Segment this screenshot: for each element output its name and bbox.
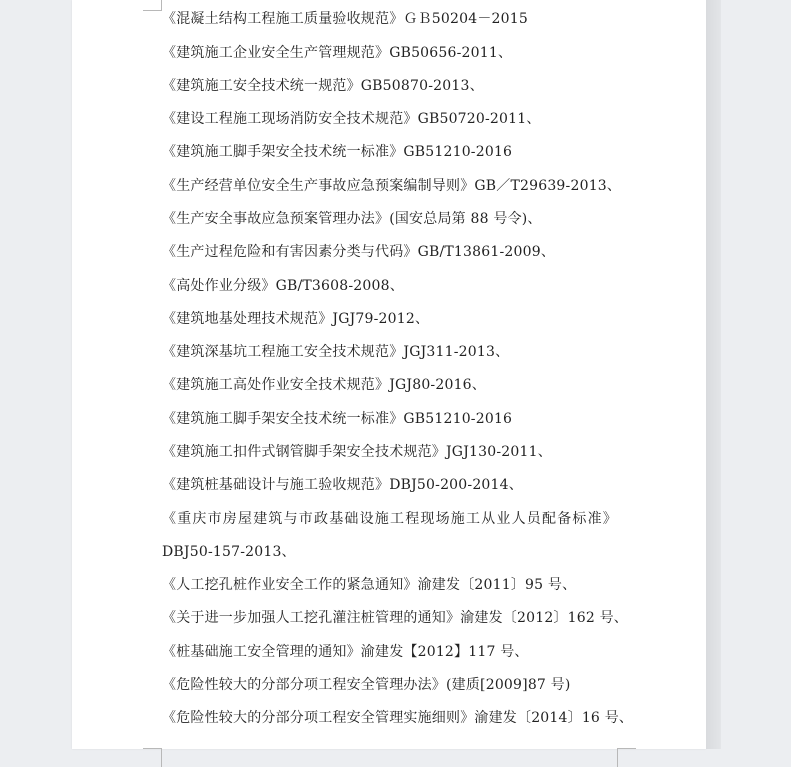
document-line: 《建筑施工安全技术统一规范》GB50870-2013、 [162,78,484,94]
document-line: 《生产经营单位安全生产事故应急预案编制导则》GB／T29639-2013、 [162,178,622,194]
page-edge-shadow [706,0,721,749]
document-line: DBJ50-157-2013、 [162,544,296,560]
document-line: 《生产过程危险和有害因素分类与代码》GB/T13861-2009、 [162,244,556,260]
document-line: 《建筑施工脚手架安全技术统一标准》GB51210-2016 [162,144,513,160]
document-line: 《危险性较大的分部分项工程安全管理实施细则》渝建发〔2014〕16 号、 [162,710,634,726]
page-corner-mark-top-left [143,0,162,11]
document-line: 《建筑施工企业安全生产管理规范》GB50656-2011、 [162,45,513,61]
document-line: 《重庆市房屋建筑与市政基础设施工程现场施工从业人员配备标准》 [162,511,618,527]
document-line: 《建筑施工扣件式钢管脚手架安全技术规范》JGJ130-2011、 [162,444,552,460]
document-line: 《人工挖孔桩作业安全工作的紧急通知》渝建发〔2011〕95 号、 [162,577,577,593]
document-line: 《危险性较大的分部分项工程安全管理办法》(建质[2009]87 号) [162,677,571,693]
right-gutter [721,0,791,749]
document-line: 《混凝土结构工程施工质量验收规范》ＧＢ50204－2015 [162,11,528,27]
document-line: 《建筑地基处理技术规范》JGJ79-2012、 [162,311,430,327]
document-line: 《关于进一步加强人工挖孔灌注桩管理的通知》渝建发〔2012〕162 号、 [162,610,628,626]
page-corner-mark-bottom-right [617,748,636,767]
document-line: 《建筑桩基础设计与施工验收规范》DBJ50-200-2014、 [162,477,523,493]
left-gutter [0,0,72,749]
page-corner-mark-bottom-left [143,748,162,767]
document-line: 《高处作业分级》GB/T3608-2008、 [162,278,404,294]
document-line: 《建设工程施工现场消防安全技术规范》GB50720-2011、 [162,111,541,127]
document-line: 《建筑施工脚手架安全技术统一标准》GB51210-2016 [162,411,513,427]
document-line: 《桩基础施工安全管理的通知》渝建发【2012】117 号、 [162,644,529,660]
document-line: 《建筑施工高处作业安全技术规范》JGJ80-2016、 [162,377,486,393]
document-line: 《建筑深基坑工程施工安全技术规范》JGJ311-2013、 [162,344,510,360]
document-line: 《生产安全事故应急预案管理办法》(国安总局第 88 号令)、 [162,211,542,227]
